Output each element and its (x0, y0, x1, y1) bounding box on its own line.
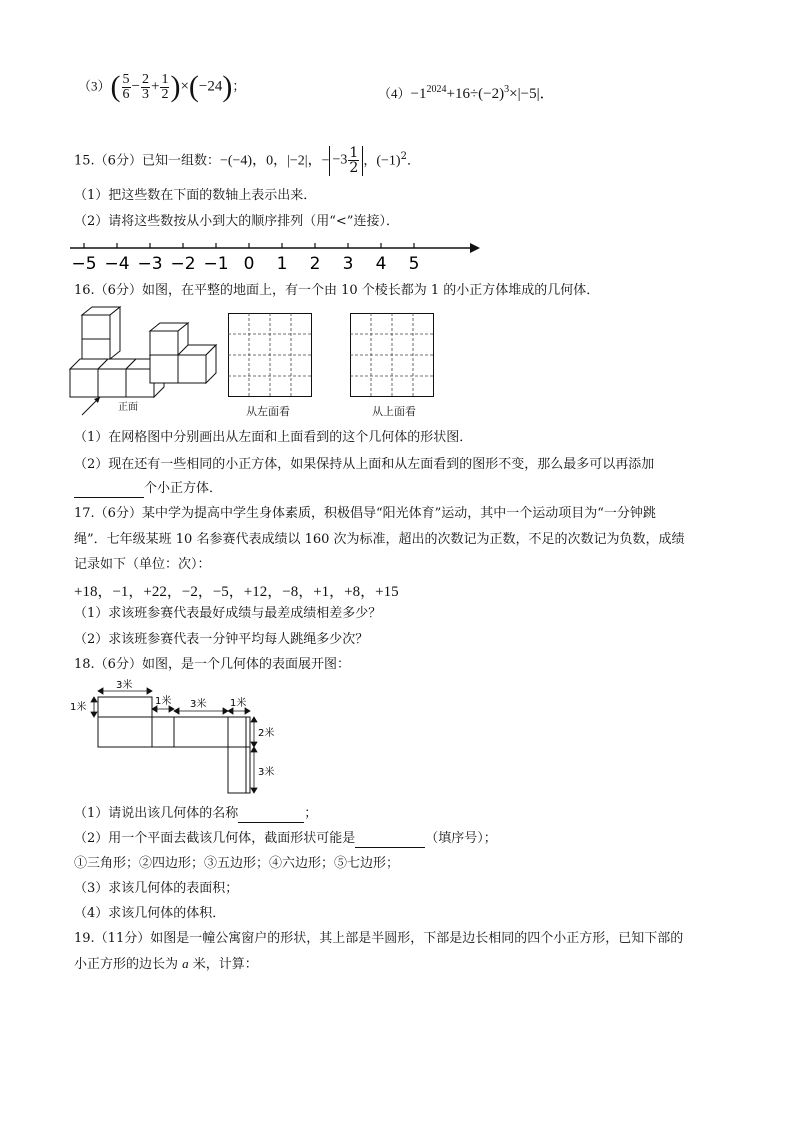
q16-head: 16.（6分）如图，在平整的地面上，有一个由 10 个棱长都为 1 的小正方体堆成的几何体． (74, 283, 600, 298)
right-paren: ) (170, 70, 181, 103)
q14-part3 (78, 72, 245, 102)
axis-tick-label: −4 (104, 254, 130, 274)
q15-minus: − (321, 153, 330, 169)
q14-part4 (378, 82, 555, 103)
cube-solid-figure (68, 305, 218, 415)
q15-numbers: −(−4)，0，|−2|， (219, 153, 322, 169)
q18-sub4: （4）求该几何体的体积． (74, 906, 226, 921)
answer-blank[interactable] (74, 481, 144, 498)
exponent: 2024 (426, 84, 447, 95)
right-paren: ) (222, 70, 233, 103)
op-minus: − (131, 78, 140, 95)
q18-options: ①三角形；②四边形；③五边形；④六边形；⑤七边形； (74, 856, 400, 871)
variable-a: a (182, 956, 189, 971)
left-paren: ( (188, 70, 199, 103)
surface-net-figure (70, 675, 275, 800)
punct: ； (304, 806, 318, 821)
axis-tick-label: 3 (342, 254, 354, 274)
q15-head-text: 15.（6分）已知一组数： (74, 153, 220, 169)
q18-sub1 (74, 806, 317, 823)
op-plus: + (150, 78, 160, 95)
q15-power: (−1) (376, 153, 401, 169)
q17-records: +18，−1，+22，−2，−5，+12，−8，+1，+8，+15 (74, 584, 399, 600)
frac-den: 2 (349, 160, 359, 176)
frac-num: 1 (349, 145, 359, 161)
frac-num: 2 (141, 71, 149, 87)
q14-part4-label: （4） (378, 86, 411, 101)
dim-3m-b: 3米 (190, 699, 207, 710)
q19-line2 (74, 956, 258, 973)
fraction-2-3 (141, 73, 150, 102)
axis-tick-label: −3 (137, 254, 163, 274)
punct: （填序号）； (425, 831, 497, 846)
value: −24 (198, 78, 223, 95)
dim-1m-b: 1米 (230, 698, 247, 709)
q16-sub2-end: 个小正方体． (144, 481, 223, 496)
q17-line1: 17.（6分）某中学为提高中学生身体素质，积极倡导“阳光体育”运动，其中一个运动项目为“一分钟跳 (74, 506, 656, 521)
q18-sub3: （3）求该几何体的表面积； (74, 881, 239, 896)
top-view-label: 从上面看 (372, 405, 416, 418)
left-view-grid[interactable] (228, 313, 312, 397)
q17-sub1: （1）求该班参赛代表最好成绩与最差成绩相差多少？ (74, 606, 382, 621)
q18-sub1-text: （1）请说出该几何体的名称 (74, 806, 239, 821)
frac-den: 6 (122, 86, 130, 102)
q15-head (74, 146, 420, 176)
q16-sub2: （2）现在还有一些相同的小正方体，如果保持从上面和从左面看到的图形不变，那么最多可以再添加 (74, 457, 655, 472)
q14-part3-label: （3） (78, 78, 111, 94)
q17-line2: 绳”．七年级某班 10 名参赛代表成绩以 160 次为标准，超出的次数记为正数，不足的次数记为负数，成绩 (74, 532, 685, 547)
q19-line2-text: 小正方形的边长为 (74, 957, 183, 972)
q19-line1: 19.（11分）如图是一幢公寓窗户的形状，其上部是半圆形，下部是边长相同的四个小正方形，已知下部的 (74, 931, 684, 946)
axis-tick-label: 1 (276, 254, 288, 274)
axis-tick-label: −5 (71, 254, 97, 274)
fraction-1-2 (160, 73, 169, 102)
q15-sub1: （1）把这些数在下面的数轴上表示出来． (74, 188, 317, 203)
fraction-5-6 (122, 73, 131, 102)
axis-tick-label: 4 (375, 254, 387, 274)
axis-tick-label: −1 (203, 254, 229, 274)
dim-3m-c: 3米 (258, 767, 275, 778)
exponent: 3 (504, 84, 510, 95)
q18-sub2 (74, 831, 497, 848)
expr: +16÷(−2) (446, 86, 505, 102)
dim-1m-left: 1米 (70, 702, 87, 713)
q17-line3: 记录如下（单位：次）： (74, 557, 211, 572)
axis-tick-label: −2 (170, 254, 196, 274)
frac-den: 2 (161, 86, 169, 102)
fraction-1-2 (348, 146, 359, 175)
axis-tick-label: 2 (309, 254, 321, 274)
dim-1m-a: 1米 (155, 696, 172, 707)
op-times: × (180, 78, 189, 95)
left-view-label: 从左面看 (246, 405, 290, 418)
axis-tick-label: 5 (408, 254, 420, 274)
punct: ． (406, 153, 420, 169)
top-view-grid[interactable] (350, 313, 434, 397)
expr: ×|−5|． (509, 86, 555, 102)
q19-line2-end: 米，计算： (188, 957, 258, 972)
q16-sub2-line2 (74, 481, 222, 498)
punct: ； (232, 78, 246, 94)
q16-sub1: （1）在网格图中分别画出从左面和上面看到的这个几何体的形状图． (74, 430, 473, 445)
expr: −1 (410, 86, 427, 102)
punct: ， (363, 153, 377, 169)
frac-num: 5 (122, 71, 130, 87)
axis-tick-label: 0 (243, 254, 255, 274)
front-label: 正面 (118, 402, 138, 413)
frac-num: 1 (161, 71, 169, 87)
abs-value-bars (329, 146, 363, 176)
mixed-whole: −3 (332, 152, 348, 168)
q17-sub2: （2）求该班参赛代表一分钟平均每人跳绳多少次？ (74, 632, 369, 647)
q15-sub2: （2）请将这些数按从小到大的顺序排列（用“<”连接）． (74, 214, 399, 229)
dim-3m-top: 3米 (116, 680, 133, 691)
dim-2m: 2米 (258, 728, 275, 739)
frac-den: 3 (141, 86, 149, 102)
number-line[interactable] (70, 236, 490, 276)
q18-sub2-text: （2）用一个平面去截该几何体，截面形状可能是 (74, 831, 356, 846)
answer-blank[interactable] (355, 831, 425, 848)
q18-head: 18.（6分）如图，是一个几何体的表面展开图： (74, 657, 350, 672)
answer-blank[interactable] (238, 806, 304, 823)
left-paren: ( (110, 70, 121, 103)
exponent: 2 (400, 151, 407, 163)
